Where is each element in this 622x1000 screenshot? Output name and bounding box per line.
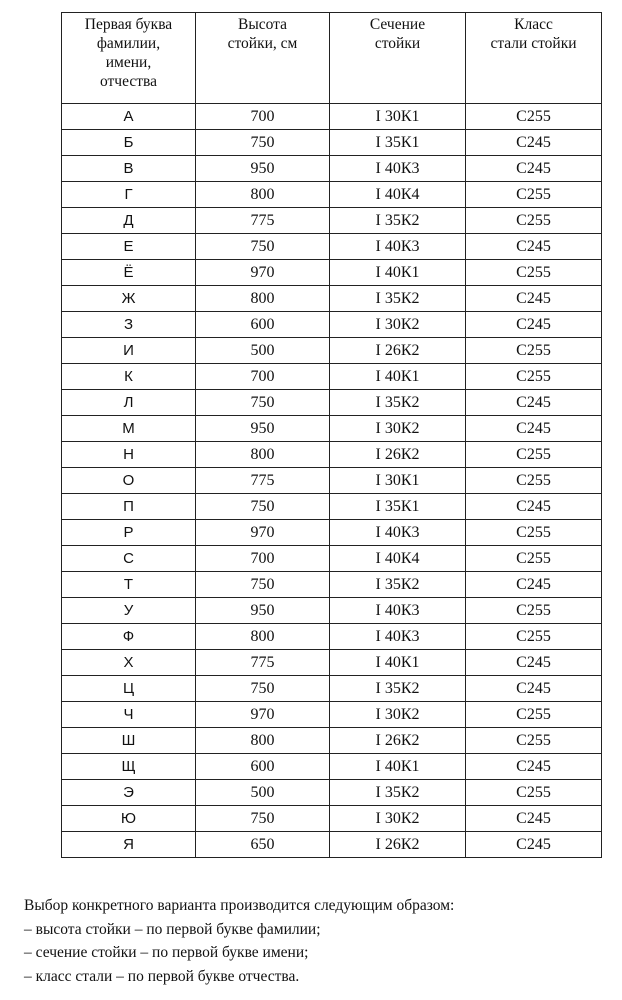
table-row	[62, 494, 602, 520]
cell-section: I 26К2	[330, 338, 466, 364]
table-row	[62, 156, 602, 182]
cell-height: 775	[196, 208, 330, 234]
cell-height: 775	[196, 468, 330, 494]
header-steel-class: Класс стали стойки	[466, 13, 602, 104]
table-body	[62, 104, 602, 858]
table-row	[62, 702, 602, 728]
cell-steel: С255	[466, 442, 602, 468]
cell-steel: С255	[466, 780, 602, 806]
cell-letter: Г	[62, 182, 196, 208]
table-row	[62, 832, 602, 858]
cell-height: 750	[196, 676, 330, 702]
cell-section: I 40К3	[330, 520, 466, 546]
cell-letter: Ф	[62, 624, 196, 650]
cell-height: 950	[196, 156, 330, 182]
cell-height: 950	[196, 416, 330, 442]
cell-steel: С245	[466, 806, 602, 832]
cell-steel: С245	[466, 676, 602, 702]
cell-height: 500	[196, 338, 330, 364]
cell-height: 750	[196, 130, 330, 156]
header-post-section: Сечение стойки	[330, 13, 466, 104]
table-row	[62, 234, 602, 260]
cell-letter: И	[62, 338, 196, 364]
cell-letter: З	[62, 312, 196, 338]
cell-height: 950	[196, 598, 330, 624]
notes-line-section: – сечение стойки – по первой букве имени;	[24, 944, 309, 961]
table-row	[62, 780, 602, 806]
cell-steel: С255	[466, 104, 602, 130]
cell-steel: С255	[466, 728, 602, 754]
table-row	[62, 286, 602, 312]
cell-letter: В	[62, 156, 196, 182]
cell-section: I 30К2	[330, 806, 466, 832]
cell-height: 800	[196, 624, 330, 650]
cell-letter: М	[62, 416, 196, 442]
notes-intro: Выбор конкретного варианта производится следующим образом:	[24, 897, 455, 914]
cell-section: I 30К1	[330, 468, 466, 494]
cell-letter: А	[62, 104, 196, 130]
cell-letter: С	[62, 546, 196, 572]
cell-steel: С245	[466, 572, 602, 598]
cell-steel: С255	[466, 520, 602, 546]
cell-section: I 40К1	[330, 754, 466, 780]
cell-letter: Щ	[62, 754, 196, 780]
cell-height: 970	[196, 260, 330, 286]
cell-section: I 35К2	[330, 780, 466, 806]
notes-line-height: – высота стойки – по первой букве фамилии;	[24, 920, 321, 938]
table-row	[62, 806, 602, 832]
table-row	[62, 208, 602, 234]
table-row	[62, 104, 602, 130]
header-first-letter: Первая буква фамилии, имени, отчества	[62, 13, 196, 104]
cell-letter: У	[62, 598, 196, 624]
cell-height: 970	[196, 520, 330, 546]
table-row	[62, 754, 602, 780]
cell-height: 600	[196, 754, 330, 780]
cell-section: I 35К1	[330, 130, 466, 156]
cell-height: 500	[196, 780, 330, 806]
cell-letter: Ё	[62, 260, 196, 286]
cell-letter: Ч	[62, 702, 196, 728]
cell-letter: Ц	[62, 676, 196, 702]
cell-height: 970	[196, 702, 330, 728]
table-row	[62, 338, 602, 364]
cell-letter: Ш	[62, 728, 196, 754]
cell-steel: С245	[466, 832, 602, 858]
cell-section: I 35К2	[330, 676, 466, 702]
cell-steel: С255	[466, 182, 602, 208]
cell-steel: С255	[466, 624, 602, 650]
cell-section: I 35К2	[330, 208, 466, 234]
cell-steel: С255	[466, 208, 602, 234]
table-row	[62, 260, 602, 286]
cell-letter: Х	[62, 650, 196, 676]
cell-steel: С255	[466, 364, 602, 390]
cell-section: I 35К2	[330, 286, 466, 312]
cell-height: 650	[196, 832, 330, 858]
cell-height: 750	[196, 390, 330, 416]
table-row	[62, 624, 602, 650]
cell-section: I 40К4	[330, 546, 466, 572]
cell-height: 800	[196, 442, 330, 468]
table-header-row	[62, 13, 602, 104]
cell-steel: С245	[466, 416, 602, 442]
cell-height: 700	[196, 364, 330, 390]
table-row	[62, 468, 602, 494]
cell-height: 750	[196, 494, 330, 520]
cell-section: I 35К2	[330, 572, 466, 598]
cell-letter: Ю	[62, 806, 196, 832]
table-row	[62, 520, 602, 546]
variants-table	[61, 12, 602, 858]
table-row	[62, 416, 602, 442]
cell-height: 700	[196, 104, 330, 130]
table-row	[62, 130, 602, 156]
cell-section: I 30К2	[330, 702, 466, 728]
cell-letter: Я	[62, 832, 196, 858]
cell-letter: Л	[62, 390, 196, 416]
cell-section: I 40К3	[330, 624, 466, 650]
cell-letter: Э	[62, 780, 196, 806]
table-row	[62, 364, 602, 390]
cell-letter: Ж	[62, 286, 196, 312]
cell-steel: С245	[466, 650, 602, 676]
cell-steel: С255	[466, 338, 602, 364]
cell-section: I 40К1	[330, 364, 466, 390]
cell-section: I 40К1	[330, 260, 466, 286]
cell-steel: С245	[466, 234, 602, 260]
cell-height: 750	[196, 234, 330, 260]
header-post-height: Высота стойки, см	[196, 13, 330, 104]
cell-section: I 30К2	[330, 416, 466, 442]
cell-letter: Н	[62, 442, 196, 468]
cell-section: I 30К1	[330, 104, 466, 130]
cell-letter: Б	[62, 130, 196, 156]
cell-section: I 40К3	[330, 234, 466, 260]
cell-section: I 35К1	[330, 494, 466, 520]
table-row	[62, 442, 602, 468]
cell-steel: С245	[466, 156, 602, 182]
cell-height: 750	[196, 572, 330, 598]
table-row	[62, 676, 602, 702]
cell-steel: С255	[466, 260, 602, 286]
cell-steel: С245	[466, 754, 602, 780]
table-row	[62, 650, 602, 676]
table-row	[62, 546, 602, 572]
selection-notes	[24, 894, 604, 988]
table-row	[62, 728, 602, 754]
cell-steel: С255	[466, 598, 602, 624]
cell-steel: С245	[466, 390, 602, 416]
cell-section: I 26К2	[330, 728, 466, 754]
table-row	[62, 390, 602, 416]
cell-height: 775	[196, 650, 330, 676]
cell-steel: С245	[466, 494, 602, 520]
cell-section: I 40К3	[330, 156, 466, 182]
table-row	[62, 312, 602, 338]
cell-steel: С245	[466, 312, 602, 338]
cell-letter: К	[62, 364, 196, 390]
cell-height: 800	[196, 182, 330, 208]
cell-steel: С245	[466, 286, 602, 312]
cell-steel: С245	[466, 130, 602, 156]
cell-steel: С255	[466, 546, 602, 572]
cell-height: 800	[196, 286, 330, 312]
cell-height: 600	[196, 312, 330, 338]
cell-letter: П	[62, 494, 196, 520]
notes-line-steel: – класс стали – по первой букве отчества.	[24, 967, 300, 985]
cell-letter: Д	[62, 208, 196, 234]
cell-height: 800	[196, 728, 330, 754]
cell-letter: О	[62, 468, 196, 494]
table-row	[62, 598, 602, 624]
table-row	[62, 182, 602, 208]
cell-height: 700	[196, 546, 330, 572]
cell-steel: С255	[466, 468, 602, 494]
cell-letter: Е	[62, 234, 196, 260]
table-row	[62, 572, 602, 598]
cell-section: I 40К4	[330, 182, 466, 208]
cell-steel: С255	[466, 702, 602, 728]
cell-section: I 26К2	[330, 832, 466, 858]
cell-section: I 30К2	[330, 312, 466, 338]
cell-letter: Р	[62, 520, 196, 546]
cell-height: 750	[196, 806, 330, 832]
cell-section: I 40К3	[330, 598, 466, 624]
cell-letter: Т	[62, 572, 196, 598]
cell-section: I 35К2	[330, 390, 466, 416]
cell-section: I 26К2	[330, 442, 466, 468]
cell-section: I 40К1	[330, 650, 466, 676]
